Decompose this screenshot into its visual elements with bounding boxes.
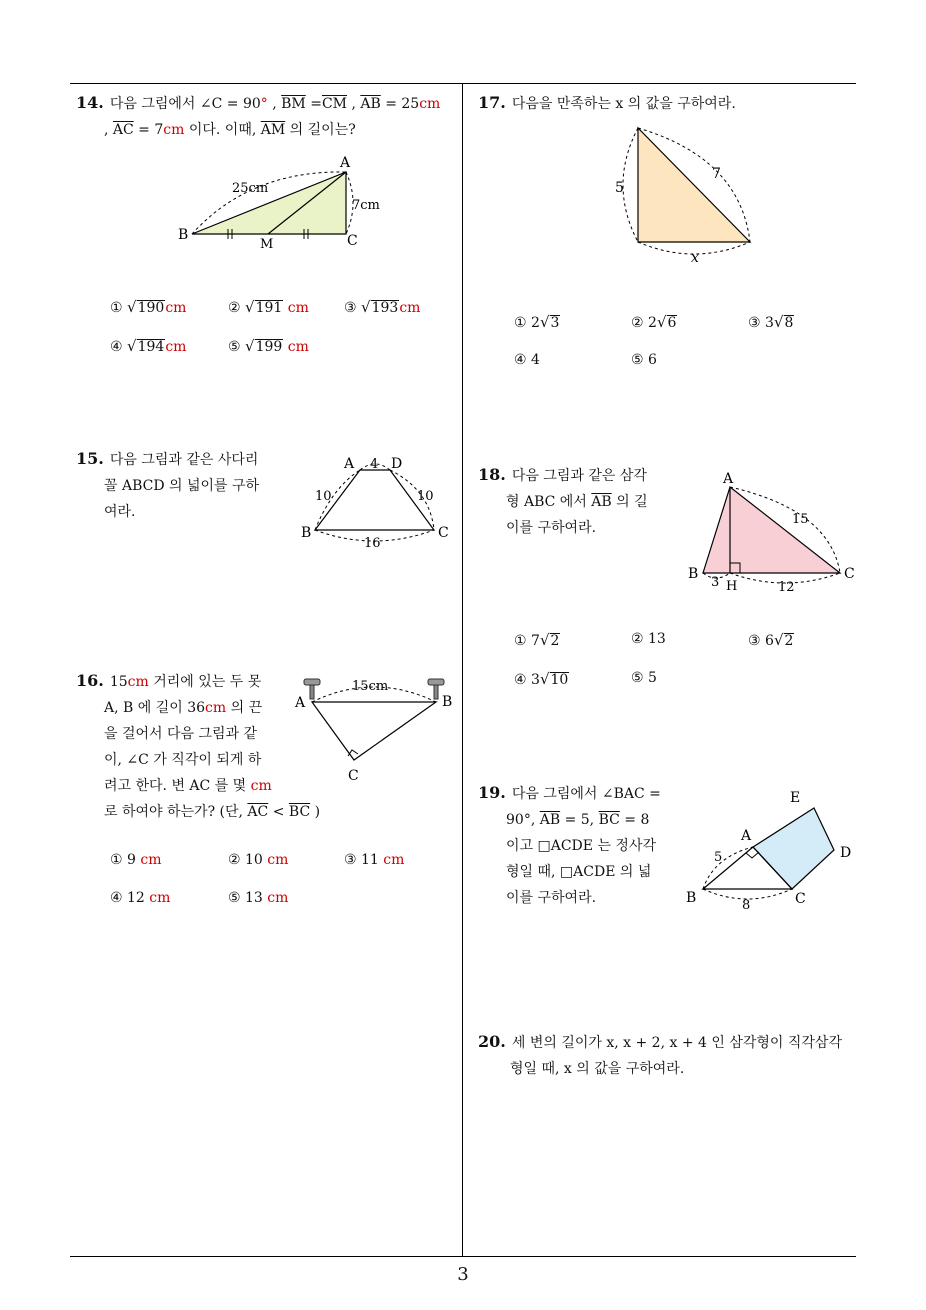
question-number: 14.	[76, 93, 104, 112]
column-divider	[462, 83, 463, 1256]
question-19: 19. 다음 그림에서 ∠BAC = 90°, $\overline{AB} = 5$, $\overline{BC} = 8$ 이고 □ACDE 는 정사각 형일 때, □ACDE 의 넓 이를 구하여라.	[478, 783, 661, 906]
label-b: B	[301, 525, 312, 541]
label-top: 4	[370, 457, 379, 472]
bottom-rule	[70, 1256, 856, 1257]
question-16: 16. 15cm 거리에 있는 두 못 A, B 에 길이 36cm 의 끈 을 걸어서 다음 그림과 같 이, ∠C 가 직각이 되게 하 려고 한다. 변 AC 를 몇 cm 로 하여야 하는가? (단, $\overline{AC} < \overline{BC}$ )	[76, 671, 321, 820]
label-c: C	[348, 768, 359, 784]
label-bc: 8	[742, 898, 751, 913]
label-a: A	[340, 155, 351, 171]
q17-figure	[600, 118, 770, 266]
question-number: 15.	[76, 449, 104, 468]
label-right: 10	[417, 489, 434, 504]
label-c: C	[795, 891, 806, 907]
label-ac-length: 7cm	[352, 198, 380, 213]
page-number: 3	[457, 1264, 469, 1285]
label-b: B	[442, 694, 453, 710]
label-c: C	[347, 233, 358, 249]
q18-choice-2[interactable]: ② 13	[631, 631, 666, 647]
q17-choice-4[interactable]: ④ 4	[514, 352, 540, 368]
label-bh: 3	[711, 575, 720, 590]
label-m: M	[260, 237, 274, 252]
label-x: x	[691, 250, 699, 266]
q16-choice-4[interactable]: ④ 12 cm	[110, 890, 171, 906]
q18-choice-5[interactable]: ⑤ 5	[631, 670, 657, 686]
q18-choice-4[interactable]: ④ 3√10	[514, 670, 569, 688]
nail-a-icon	[304, 679, 320, 699]
question-number: 19.	[478, 783, 506, 802]
question-15: 15. 다음 그림과 같은 사다리 꼴 ABCD 의 넓이를 구하 여라.	[76, 449, 260, 520]
label-left: 10	[315, 489, 332, 504]
q18-choice-1[interactable]: ① 7√2	[514, 631, 560, 649]
label-ab-length: 25cm	[232, 181, 269, 196]
label-d: D	[391, 456, 403, 472]
label-b: B	[688, 566, 699, 582]
label-a: A	[741, 828, 752, 844]
q16-choice-5[interactable]: ⑤ 13 cm	[228, 890, 289, 906]
q17-choice-1[interactable]: ① 2√3	[514, 313, 560, 331]
q14-choice-5[interactable]: ⑤ √199 cm	[228, 337, 309, 355]
label-a: A	[723, 471, 734, 487]
label-hc: 12	[778, 580, 795, 595]
q16-choice-2[interactable]: ② 10 cm	[228, 852, 289, 868]
q15-figure	[292, 450, 460, 552]
label-a: A	[344, 456, 355, 472]
question-17: 17. 다음을 만족하는 x 의 값을 구하여라.	[478, 93, 736, 112]
q17-choice-5[interactable]: ⑤ 6	[631, 352, 657, 368]
label-h: H	[726, 579, 738, 594]
label-hypotenuse: 7	[712, 166, 721, 182]
label-b: B	[686, 890, 697, 906]
q14-choice-1[interactable]: ① √190cm	[110, 298, 187, 316]
q18-choice-3[interactable]: ③ 6√2	[748, 631, 794, 649]
label-ac: 15	[792, 512, 809, 527]
q19-figure	[684, 785, 859, 913]
q14-choice-2[interactable]: ② √191 cm	[228, 298, 309, 316]
question-18: 18. 다음 그림과 같은 삼각 형 ABC 에서 $\overline{AB}$ 의 길 이를 구하여라.	[478, 465, 648, 536]
top-rule	[70, 83, 856, 84]
q14-figure	[170, 150, 390, 255]
label-e: E	[790, 790, 801, 806]
q16-figure	[290, 670, 460, 785]
question-20: 20. 세 변의 길이가 x, x + 2, x + 4 인 삼각형이 직각삼각 형일 때, x 의 값을 구하여라.	[478, 1032, 842, 1077]
q14-choice-3[interactable]: ③ √193cm	[344, 298, 421, 316]
question-number: 16.	[76, 671, 104, 690]
label-b: B	[178, 227, 189, 243]
label-a: A	[295, 695, 306, 711]
q18-figure	[685, 465, 860, 595]
question-number: 20.	[478, 1032, 506, 1051]
question-14: 14. 다음 그림에서 ∠C = 90° , $\overline{BM} =\overline{CM}$ , $\overline{AB} = 25cm$ , $\overline{AC} = 7cm$ 이다. 이때, $\overline{AM}$ 의 길이는?	[76, 93, 441, 138]
label-c: C	[844, 566, 855, 582]
q14-choice-4[interactable]: ④ √194cm	[110, 337, 187, 355]
label-left: 5	[615, 180, 624, 196]
q17-choice-2[interactable]: ② 2√6	[631, 313, 677, 331]
q17-choice-3[interactable]: ③ 3√8	[748, 313, 794, 331]
label-top: 15cm	[352, 679, 389, 694]
q16-choice-3[interactable]: ③ 11 cm	[344, 852, 405, 868]
label-ab: 5	[714, 850, 723, 865]
label-d: D	[840, 845, 852, 861]
question-number: 17.	[478, 93, 506, 112]
question-number: 18.	[478, 465, 506, 484]
label-c: C	[438, 525, 449, 541]
q16-choice-1[interactable]: ① 9 cm	[110, 852, 162, 868]
label-bottom: 16	[364, 536, 381, 551]
